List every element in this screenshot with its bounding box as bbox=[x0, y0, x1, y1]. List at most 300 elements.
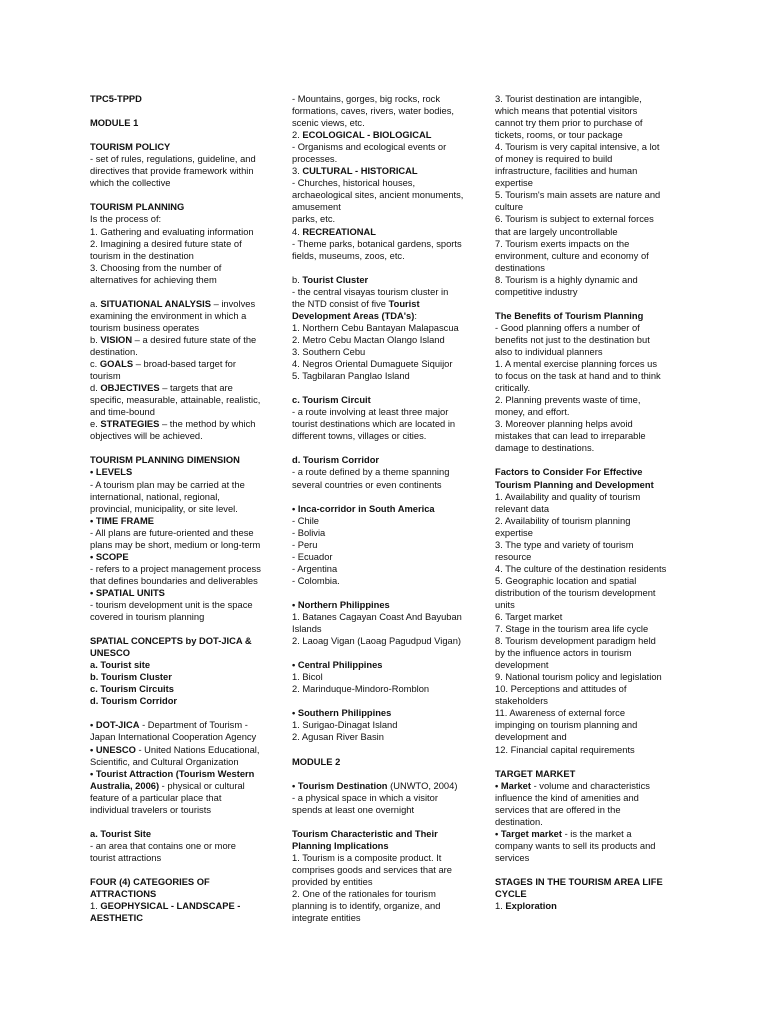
bold-text-run: • Central Philippines bbox=[292, 660, 383, 671]
text-run: (UNWTO, 2004) bbox=[387, 780, 458, 791]
text-line bbox=[90, 744, 278, 756]
text-line bbox=[90, 430, 278, 442]
text-line bbox=[90, 756, 278, 768]
text-run: 1. Tourism is a composite product. It bbox=[292, 852, 442, 863]
text-line bbox=[90, 177, 278, 189]
bold-text-run: • Tourism Destination bbox=[292, 780, 388, 791]
blank-line bbox=[495, 454, 681, 466]
text-line bbox=[90, 117, 278, 129]
text-line bbox=[292, 563, 482, 575]
text-run: that are largely uncontrollable bbox=[495, 226, 618, 237]
text-run: resource bbox=[495, 551, 532, 562]
text-line bbox=[495, 599, 681, 611]
text-line bbox=[495, 93, 681, 105]
text-line bbox=[495, 334, 681, 346]
text-line bbox=[90, 876, 278, 888]
text-line bbox=[90, 165, 278, 177]
bold-text-run: • UNESCO bbox=[90, 744, 136, 755]
text-run: 2. Agusan River Basin bbox=[292, 732, 384, 743]
bold-text-run: Development Areas (TDA's) bbox=[292, 310, 415, 321]
text-run: processes. bbox=[292, 154, 338, 165]
text-line bbox=[292, 177, 482, 189]
text-run: – broad-based target for bbox=[133, 359, 236, 370]
text-run: destination. bbox=[90, 346, 138, 357]
bold-text-run: Tourist bbox=[388, 298, 420, 309]
text-run: damage to destinations. bbox=[495, 443, 595, 454]
blank-line bbox=[292, 587, 482, 599]
text-line bbox=[292, 165, 482, 177]
bold-text-run: • Southern Philippines bbox=[292, 708, 392, 719]
text-run: 1. Bicol bbox=[292, 672, 323, 683]
text-line bbox=[292, 900, 482, 912]
text-run: expertise bbox=[495, 527, 533, 538]
text-run: development bbox=[495, 660, 549, 671]
text-line bbox=[495, 635, 681, 647]
text-line bbox=[495, 165, 681, 177]
bold-text-run: GOALS bbox=[99, 359, 134, 370]
text-line bbox=[495, 213, 681, 225]
text-run: 4. bbox=[292, 226, 303, 237]
text-run: - tourism development unit is the space bbox=[90, 599, 253, 610]
text-line bbox=[292, 238, 482, 250]
text-run: 3. bbox=[292, 166, 303, 177]
text-line bbox=[292, 515, 482, 527]
bold-text-run: Exploration bbox=[505, 901, 557, 912]
text-line bbox=[292, 394, 482, 406]
text-line bbox=[90, 840, 278, 852]
text-line bbox=[495, 466, 681, 478]
bold-text-run: CYCLE bbox=[495, 889, 527, 900]
text-line bbox=[292, 828, 482, 840]
text-run: individual travelers or tourists bbox=[90, 804, 211, 815]
text-line bbox=[292, 286, 482, 298]
text-line bbox=[292, 430, 482, 442]
text-line bbox=[495, 262, 681, 274]
text-line bbox=[90, 539, 278, 551]
text-line bbox=[90, 792, 278, 804]
text-line bbox=[292, 226, 482, 238]
text-line bbox=[90, 768, 278, 780]
text-line bbox=[90, 828, 278, 840]
text-line bbox=[90, 406, 278, 418]
text-line bbox=[292, 358, 482, 370]
text-line bbox=[495, 647, 681, 659]
text-run: that defines boundaries and deliverables bbox=[90, 575, 258, 586]
text-line bbox=[495, 695, 681, 707]
text-line bbox=[292, 840, 482, 852]
text-line bbox=[292, 912, 482, 924]
bold-text-run: Factors to Consider For Effective bbox=[495, 467, 643, 478]
text-run: - a route defined by a theme spanning bbox=[292, 467, 450, 478]
text-run: fields, museums, zoos, etc. bbox=[292, 250, 405, 261]
text-line bbox=[90, 912, 278, 924]
text-run: 7. Tourism exerts impacts on the bbox=[495, 238, 630, 249]
text-run: 1. bbox=[90, 901, 101, 912]
text-run: 3. Moreover planning helps avoid bbox=[495, 419, 633, 430]
text-line bbox=[90, 635, 278, 647]
text-line bbox=[495, 852, 681, 864]
text-line bbox=[495, 816, 681, 828]
text-line bbox=[495, 250, 681, 262]
text-line bbox=[495, 719, 681, 731]
blank-line bbox=[292, 768, 482, 780]
text-line bbox=[90, 647, 278, 659]
text-line bbox=[90, 659, 278, 671]
text-run: 10. Perceptions and attitudes of bbox=[495, 684, 627, 695]
text-line bbox=[90, 334, 278, 346]
text-run: - All plans are future-oriented and these bbox=[90, 527, 254, 538]
text-line bbox=[292, 671, 482, 683]
text-run: 3. Tourist destination are intangible, bbox=[495, 94, 642, 104]
text-line bbox=[495, 780, 681, 792]
text-line bbox=[292, 454, 482, 466]
text-line bbox=[292, 105, 482, 117]
text-run: 1. bbox=[495, 901, 506, 912]
text-run: - a physical space in which a visitor bbox=[292, 792, 438, 803]
bold-text-run: OBJECTIVES bbox=[100, 383, 160, 394]
text-run: - A tourism plan may be carried at the bbox=[90, 479, 245, 490]
text-line bbox=[495, 479, 681, 491]
text-run: - physical or cultural bbox=[159, 780, 245, 791]
text-run: integrate entities bbox=[292, 913, 361, 924]
bold-text-run: • Target market bbox=[495, 828, 562, 839]
text-run: tourist attractions bbox=[90, 852, 162, 863]
text-line bbox=[90, 900, 278, 912]
text-line bbox=[292, 334, 482, 346]
text-run: - Chile bbox=[292, 515, 320, 526]
blank-line bbox=[90, 707, 278, 719]
text-column-left bbox=[90, 93, 278, 924]
text-run: plans may be short, medium or long-term bbox=[90, 539, 261, 550]
text-run: a. bbox=[90, 298, 101, 309]
bold-text-run: TOURISM POLICY bbox=[90, 142, 171, 153]
blank-line bbox=[90, 623, 278, 635]
text-run: - Organisms and ecological events or bbox=[292, 142, 447, 153]
text-run: - Ecuador bbox=[292, 551, 333, 562]
text-run: - the central visayas tourism cluster in bbox=[292, 286, 449, 297]
text-line bbox=[90, 611, 278, 623]
text-run: 1. Availability and quality of tourism bbox=[495, 491, 641, 502]
text-run: e. bbox=[90, 419, 101, 430]
text-line bbox=[495, 888, 681, 900]
bold-text-run: RECREATIONAL bbox=[302, 226, 376, 237]
text-run: services bbox=[495, 852, 530, 863]
text-run: provincial, municipality, or site level. bbox=[90, 503, 238, 514]
text-run: 1. Surigao-Dinagat Island bbox=[292, 720, 398, 731]
text-line bbox=[495, 659, 681, 671]
text-line bbox=[90, 719, 278, 731]
bold-text-run: CULTURAL - HISTORICAL bbox=[302, 166, 418, 177]
text-line bbox=[292, 575, 482, 587]
text-run: the NTD consist of five bbox=[292, 298, 389, 309]
text-line bbox=[495, 129, 681, 141]
text-run: which the collective bbox=[90, 178, 171, 189]
text-line bbox=[90, 310, 278, 322]
text-line bbox=[495, 406, 681, 418]
text-line bbox=[90, 370, 278, 382]
text-run: Is the process of: bbox=[90, 214, 162, 225]
text-run: tourism bbox=[90, 371, 121, 382]
text-column-middle bbox=[292, 93, 482, 924]
text-line bbox=[495, 611, 681, 623]
text-line bbox=[292, 346, 482, 358]
blank-line bbox=[495, 298, 681, 310]
bold-text-run: Planning Implications bbox=[292, 840, 389, 851]
text-line bbox=[495, 442, 681, 454]
text-line bbox=[292, 659, 482, 671]
bold-text-run: Australia, 2006) bbox=[90, 780, 160, 791]
text-line bbox=[90, 238, 278, 250]
text-run: Scientific, and Cultural Organization bbox=[90, 756, 239, 767]
text-run: 4. Negros Oriental Dumaguete Siquijor bbox=[292, 359, 453, 370]
text-line bbox=[292, 731, 482, 743]
bold-text-run: Tourism Characteristic and Their bbox=[292, 828, 438, 839]
text-line bbox=[90, 322, 278, 334]
bold-text-run: The Benefits of Tourism Planning bbox=[495, 310, 644, 321]
text-line bbox=[90, 93, 278, 105]
text-line bbox=[90, 852, 278, 864]
text-run: 3. Choosing from the number of bbox=[90, 262, 222, 273]
text-line bbox=[495, 141, 681, 153]
blank-line bbox=[90, 442, 278, 454]
text-line bbox=[90, 298, 278, 310]
text-line bbox=[90, 250, 278, 262]
text-line bbox=[292, 635, 482, 647]
text-run: environment, culture and economy of bbox=[495, 250, 649, 261]
bold-text-run: • LEVELS bbox=[90, 467, 133, 478]
text-line bbox=[495, 587, 681, 599]
text-line bbox=[90, 491, 278, 503]
text-line bbox=[90, 226, 278, 238]
bold-text-run: ECOLOGICAL - BIOLOGICAL bbox=[302, 130, 432, 141]
bold-text-run: FOUR (4) CATEGORIES OF bbox=[90, 877, 210, 888]
text-run: by the influence actors in tourism bbox=[495, 648, 632, 659]
blank-line bbox=[292, 816, 482, 828]
text-run: 6. Target market bbox=[495, 612, 563, 623]
text-line bbox=[292, 129, 482, 141]
text-run: benefits not just to the destination but bbox=[495, 334, 650, 345]
text-run: – a desired future state of the bbox=[132, 334, 257, 345]
bold-text-run: • Tourist Attraction (Tourism Western bbox=[90, 768, 255, 779]
text-line bbox=[90, 346, 278, 358]
text-run: 7. Stage in the tourism area life cycle bbox=[495, 624, 649, 635]
bold-text-run: MODULE 1 bbox=[90, 118, 139, 129]
text-run: influence the kind of amenities and bbox=[495, 792, 639, 803]
text-line bbox=[292, 153, 482, 165]
text-line bbox=[495, 394, 681, 406]
text-run: – targets that are bbox=[159, 383, 233, 394]
text-run: - Colombia. bbox=[292, 575, 340, 586]
text-run: scenic views, etc. bbox=[292, 118, 365, 129]
text-line bbox=[495, 189, 681, 201]
text-line bbox=[292, 852, 482, 864]
text-line bbox=[495, 768, 681, 780]
text-line bbox=[495, 117, 681, 129]
text-line bbox=[90, 731, 278, 743]
bold-text-run: c. Tourism Circuit bbox=[292, 395, 371, 406]
bold-text-run: GEOPHYSICAL - LANDSCAPE - bbox=[100, 901, 241, 912]
bold-text-run: MODULE 2 bbox=[292, 756, 341, 767]
text-run: - Bolivia bbox=[292, 527, 326, 538]
text-line bbox=[495, 731, 681, 743]
text-run: - a route involving at least three major bbox=[292, 407, 449, 418]
bold-text-run: • TIME FRAME bbox=[90, 515, 155, 526]
text-line bbox=[292, 864, 482, 876]
text-line bbox=[292, 707, 482, 719]
text-run: company wants to sell its products and bbox=[495, 840, 656, 851]
text-run: 8. Tourism development paradigm held bbox=[495, 636, 656, 647]
text-line bbox=[90, 454, 278, 466]
text-line bbox=[90, 587, 278, 599]
text-line bbox=[495, 840, 681, 852]
text-run: destinations bbox=[495, 262, 545, 273]
bold-text-run: • Market bbox=[495, 780, 531, 791]
text-line bbox=[90, 466, 278, 478]
text-line bbox=[90, 503, 278, 515]
text-line bbox=[90, 671, 278, 683]
text-line bbox=[90, 804, 278, 816]
text-line bbox=[292, 719, 482, 731]
text-column-right bbox=[495, 93, 681, 912]
bold-text-run: • SCOPE bbox=[90, 551, 129, 562]
bold-text-run: Tourist Cluster bbox=[302, 274, 369, 285]
text-line bbox=[292, 250, 482, 262]
text-run: - Argentina bbox=[292, 563, 338, 574]
text-line bbox=[90, 394, 278, 406]
text-line bbox=[495, 515, 681, 527]
text-run: - Theme parks, botanical gardens, sports bbox=[292, 238, 462, 249]
text-line bbox=[292, 322, 482, 334]
bold-text-run: TPC5-TPPD bbox=[90, 94, 142, 104]
text-line bbox=[292, 370, 482, 382]
text-run: objectives will be achieved. bbox=[90, 431, 203, 442]
text-run: 2. Availability of tourism planning bbox=[495, 515, 631, 526]
bold-text-run: SPATIAL CONCEPTS by DOT-JICA & bbox=[90, 636, 252, 647]
blank-line bbox=[292, 744, 482, 756]
text-run: several countries or even continents bbox=[292, 479, 442, 490]
text-line bbox=[90, 599, 278, 611]
text-line bbox=[495, 286, 681, 298]
text-run: also to individual planners bbox=[495, 346, 603, 357]
text-line bbox=[90, 888, 278, 900]
text-run: 2. Planning prevents waste of time, bbox=[495, 395, 641, 406]
text-run: d. bbox=[90, 383, 101, 394]
text-run: - an area that contains one or more bbox=[90, 840, 236, 851]
text-line bbox=[292, 539, 482, 551]
blank-line bbox=[292, 491, 482, 503]
text-run: specific, measurable, attainable, realistic, bbox=[90, 395, 261, 406]
text-run: 4. The culture of the destination residents bbox=[495, 563, 667, 574]
text-run: 12. Financial capital requirements bbox=[495, 744, 635, 755]
text-run: Japan International Cooperation Agency bbox=[90, 732, 257, 743]
text-line bbox=[495, 551, 681, 563]
text-line bbox=[292, 310, 482, 322]
text-line bbox=[495, 804, 681, 816]
text-line bbox=[495, 623, 681, 635]
text-run: international, national, regional, bbox=[90, 491, 220, 502]
text-line bbox=[90, 141, 278, 153]
text-line bbox=[292, 466, 482, 478]
blank-line bbox=[292, 695, 482, 707]
bold-text-run: c. Tourism Circuits bbox=[90, 684, 174, 695]
text-run: 8. Tourism is a highly dynamic and bbox=[495, 274, 638, 285]
text-run: amusement bbox=[292, 202, 341, 213]
text-line bbox=[495, 563, 681, 575]
text-line bbox=[495, 274, 681, 286]
text-line bbox=[292, 93, 482, 105]
text-line bbox=[292, 189, 482, 201]
text-line bbox=[292, 141, 482, 153]
text-line bbox=[292, 599, 482, 611]
text-line bbox=[292, 683, 482, 695]
text-run: tourism business operates bbox=[90, 322, 200, 333]
text-run: 1. Northern Cebu Bantayan Malapascua bbox=[292, 322, 459, 333]
text-line bbox=[90, 683, 278, 695]
text-line bbox=[495, 430, 681, 442]
text-run: of money is required to build bbox=[495, 154, 613, 165]
text-run: services that are offered in the bbox=[495, 804, 621, 815]
text-line bbox=[495, 744, 681, 756]
text-run: comprises goods and services that are bbox=[292, 865, 452, 875]
text-line bbox=[495, 322, 681, 334]
text-run: 2. Metro Cebu Mactan Olango Island bbox=[292, 334, 445, 345]
text-line bbox=[495, 226, 681, 238]
text-line bbox=[495, 418, 681, 430]
text-run: - Good planning offers a number of bbox=[495, 322, 640, 333]
text-line bbox=[90, 551, 278, 563]
text-line bbox=[292, 418, 482, 430]
text-run: units bbox=[495, 599, 515, 610]
bold-text-run: UNESCO bbox=[90, 648, 130, 659]
text-line bbox=[495, 876, 681, 888]
text-line bbox=[495, 238, 681, 250]
text-run: and time-bound bbox=[90, 407, 155, 418]
text-run: formations, caves, rivers, water bodies, bbox=[292, 106, 455, 117]
text-run: 9. National tourism policy and legislation bbox=[495, 672, 662, 683]
text-line bbox=[292, 201, 482, 213]
text-run: directives that provide framework within bbox=[90, 166, 254, 177]
text-line bbox=[292, 888, 482, 900]
text-line bbox=[90, 213, 278, 225]
bold-text-run: a. Tourist site bbox=[90, 660, 151, 671]
text-run: 5. Tagbilaran Panglao Island bbox=[292, 371, 410, 382]
text-run: 2. Marinduque-Mindoro-Romblon bbox=[292, 684, 430, 695]
bold-text-run: VISION bbox=[100, 334, 133, 345]
blank-line bbox=[90, 189, 278, 201]
text-run: 4. Tourism is very capital intensive, a lot bbox=[495, 142, 660, 153]
text-run: distribution of the tourism development bbox=[495, 587, 656, 598]
text-run: 5. Geographic location and spatial bbox=[495, 575, 637, 586]
text-run: - Department of Tourism - bbox=[139, 720, 248, 731]
text-run: alternatives for achieving them bbox=[90, 274, 217, 285]
text-line bbox=[90, 563, 278, 575]
text-line bbox=[90, 695, 278, 707]
bold-text-run: • SPATIAL UNITS bbox=[90, 587, 165, 598]
text-run: 2. Laoag Vigan (Laoag Pagudpud Vigan) bbox=[292, 636, 462, 647]
bold-text-run: ATTRACTIONS bbox=[90, 889, 157, 900]
text-run: parks, etc. bbox=[292, 214, 336, 225]
text-run: - Churches, historical houses, bbox=[292, 178, 416, 189]
bold-text-run: AESTHETIC bbox=[90, 913, 143, 924]
text-line bbox=[495, 177, 681, 189]
text-run: 6. Tourism is subject to external forces bbox=[495, 214, 654, 225]
text-line bbox=[495, 828, 681, 840]
text-run: cannot try them prior to purchase of bbox=[495, 118, 643, 129]
text-line bbox=[90, 479, 278, 491]
blank-line bbox=[292, 382, 482, 394]
blank-line bbox=[90, 129, 278, 141]
bold-text-run: • DOT-JICA bbox=[90, 720, 140, 731]
